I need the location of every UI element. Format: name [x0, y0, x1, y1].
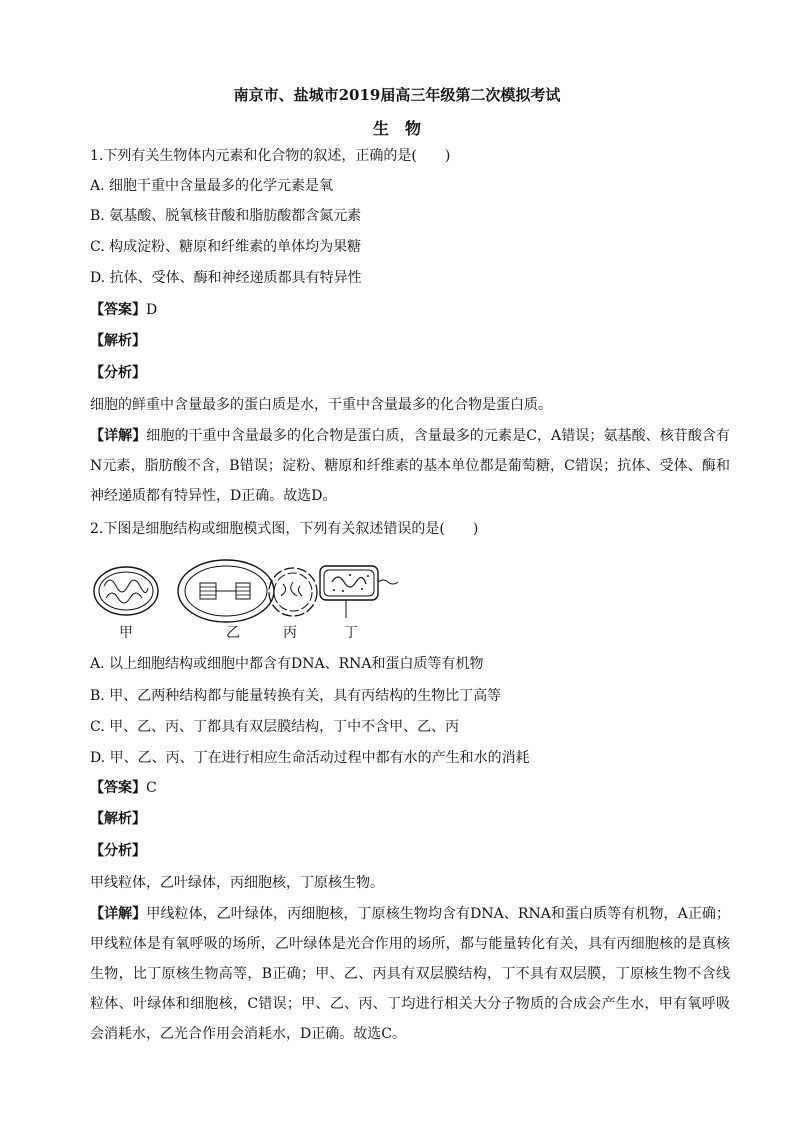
- q2-detail: [90, 899, 730, 1049]
- answer-tag: 【答案】: [90, 302, 146, 318]
- q2-option-c: C. 甲、乙、丙、丁都具有双层膜结构，丁中不含甲、乙、丙: [90, 719, 460, 735]
- q1-answer: [90, 300, 730, 320]
- answer-tag: 【答案】: [90, 780, 146, 796]
- q2-option-b: B. 甲、乙两种结构都与能量转换有关，具有丙结构的生物比丁高等: [90, 688, 502, 704]
- prokaryote-drawing: [320, 566, 398, 618]
- detail-tag: 【详解】: [90, 906, 147, 922]
- q2-analysis-tag: 【解析】: [90, 811, 146, 827]
- q2-fenxi-tag: 【分析】: [90, 843, 146, 859]
- q1-stem: 1.下列有关生物体内元素和化合物的叙述，正确的是( ): [90, 148, 451, 164]
- q2-option-a: A. 以上细胞结构或细胞中都含有DNA、RNA和蛋白质等有机物: [90, 656, 484, 672]
- exam-title: 南京市、盐城市2019届高三年级第二次模拟考试: [233, 86, 561, 104]
- detail-text: 细胞的干重中含量最多的化合物是蛋白质，含量最多的元素是C，A错误；氨基酸、核苷酸含有N元素，脂肪酸不含，B错误；淀粉、糖原和纤维素的基本单位都是葡萄糖，C错误；抗体、受体、酶和神经递质都有特异性，D正确。故选D。: [90, 428, 731, 504]
- q2-option-d: D. 甲、乙、丙、丁在进行相应生命活动过程中都有水的产生和水的消耗: [90, 750, 530, 766]
- q1-fenxi-tag: 【分析】: [90, 365, 146, 381]
- figure-label-yi: 乙: [226, 625, 240, 641]
- answer-value: C: [146, 780, 157, 796]
- answer-value: D: [146, 302, 158, 318]
- subject-title: 生 物: [372, 119, 421, 138]
- q2-fenxi: 甲线粒体，乙叶绿体，丙细胞核，丁原核生物。: [90, 875, 384, 891]
- cell-structure-figure: [88, 556, 418, 646]
- figure-label-bing: 丙: [283, 625, 297, 641]
- nucleus-drawing: [269, 568, 317, 616]
- detail-text: 甲线粒体，乙叶绿体，丙细胞核，丁原核生物均含有DNA、RNA和蛋白质等有机物，A正确；甲线粒体是有氧呼吸的场所，乙叶绿体是光合作用的场所，都与能量转化有关，具有丙细胞核的是真核生物，比丁原核生物高等，B正确；甲、乙、丙具有双层膜结构，丁不具有双层膜，丁原核生物不含线粒体、叶绿体和细胞核，C错误；甲、乙、丙、丁均进行相关大分子物质的合成会产生水，甲有氧呼吸会消耗水，乙光合作用会消耗水，D正确。故选C。: [90, 906, 730, 1042]
- q1-detail: [90, 421, 730, 511]
- q1-option-b: B. 氨基酸、脱氧核苷酸和脂肪酸都含氮元素: [90, 208, 362, 224]
- q1-option-a: A. 细胞干重中含量最多的化学元素是氧: [90, 178, 334, 194]
- detail-tag: 【详解】: [90, 428, 147, 444]
- q1-option-c: C. 构成淀粉、糖原和纤维素的单体均为果糖: [90, 239, 362, 255]
- figure-label-ding: 丁: [344, 625, 358, 641]
- q1-option-d: D. 抗体、受体、酶和神经递质都具有特异性: [90, 270, 362, 286]
- mitochondrion-drawing: [94, 567, 158, 615]
- chloroplast-drawing: [178, 560, 274, 622]
- q1-fenxi: 细胞的鲜重中含量最多的蛋白质是水，干重中含量最多的化合物是蛋白质。: [90, 397, 552, 413]
- q1-analysis-tag: 【解析】: [90, 333, 146, 349]
- q2-answer: [90, 778, 730, 798]
- q2-stem: 2.下图是细胞结构或细胞模式图，下列有关叙述错误的是( ): [90, 521, 479, 537]
- figure-label-jia: 甲: [119, 625, 133, 641]
